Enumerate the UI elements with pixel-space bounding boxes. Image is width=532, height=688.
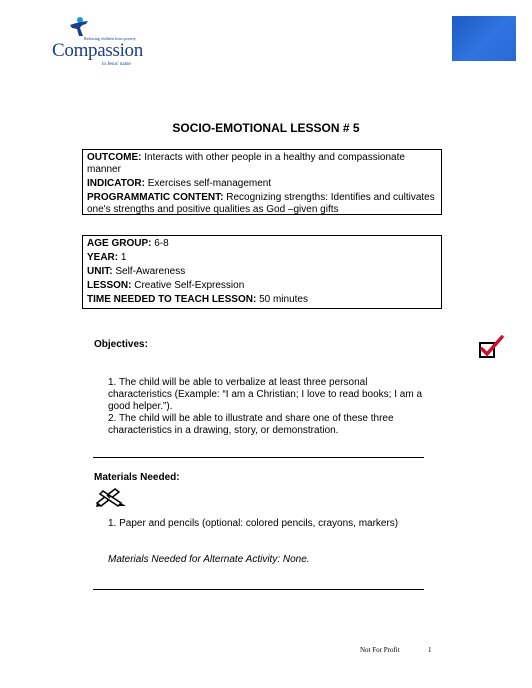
section-divider bbox=[93, 457, 424, 458]
indicator-label: INDICATOR: bbox=[87, 178, 145, 189]
brand-color-block bbox=[452, 16, 516, 61]
objective-item: 1. The child will be able to verbalize at least three personal characteristics (Example: “I am a Christian; I love to read books; I am a good helper.”). bbox=[108, 377, 423, 412]
page-title: SOCIO-EMOTIONAL LESSON # 5 bbox=[172, 121, 360, 135]
age-group-label: AGE GROUP: bbox=[87, 238, 152, 249]
time-label: TIME NEEDED TO TEACH LESSON: bbox=[87, 294, 257, 305]
lesson-line bbox=[87, 280, 437, 292]
time-line bbox=[87, 294, 437, 306]
material-item: 1. Paper and pencils (optional: colored pencils, crayons, markers) bbox=[108, 518, 399, 529]
content-line bbox=[87, 192, 437, 216]
pencils-crayon-icon bbox=[95, 485, 129, 507]
objective-item: 2. The child will be able to illustrate and share one of these three characteristics in a drawing, story, or demonstration. bbox=[108, 413, 394, 436]
content-label: PROGRAMMATIC CONTENT: bbox=[87, 192, 224, 203]
unit-line bbox=[87, 266, 437, 278]
logo-subline: in Jesus' name bbox=[102, 62, 131, 67]
outcome-line bbox=[87, 152, 437, 176]
time-value: 50 minutes bbox=[259, 294, 308, 305]
materials-heading: Materials Needed: bbox=[94, 472, 180, 483]
compassion-logo bbox=[50, 16, 170, 66]
checkbox-check-icon bbox=[478, 335, 504, 359]
unit-label: UNIT: bbox=[87, 266, 113, 277]
year-value: 1 bbox=[120, 252, 127, 263]
indicator-text: Exercises self-management bbox=[147, 178, 272, 189]
materials-list bbox=[108, 518, 438, 529]
logo-tagline: Releasing children from poverty bbox=[84, 36, 136, 41]
age-group-line bbox=[87, 238, 437, 250]
lesson-info-box bbox=[82, 235, 442, 309]
unit-value: Self-Awareness bbox=[115, 266, 186, 277]
indicator-line bbox=[87, 178, 437, 190]
footer-text: Not For Profit bbox=[360, 646, 400, 654]
alternate-materials: Materials Needed for Alternate Activity: None. bbox=[108, 554, 310, 565]
objectives-heading: Objectives: bbox=[94, 339, 148, 350]
page-number: 1 bbox=[428, 646, 432, 654]
lesson-label: LESSON: bbox=[87, 280, 132, 291]
outcome-box bbox=[82, 149, 442, 215]
figure-logo-icon bbox=[68, 16, 92, 38]
outcome-text: Interacts with other people in a healthy and compassionate manner bbox=[87, 152, 405, 175]
lesson-value: Creative Self-Expression bbox=[134, 280, 245, 291]
content-text: Recognizing strengths: Identifies and cultivates one's strengths and positive qualities as God –given gifts bbox=[87, 192, 435, 215]
objectives-list bbox=[108, 377, 424, 437]
age-group-value: 6-8 bbox=[154, 238, 169, 249]
year-label: YEAR: bbox=[87, 252, 119, 263]
section-divider bbox=[93, 589, 424, 590]
year-line bbox=[87, 252, 437, 264]
logo-wordmark: Compassion bbox=[52, 40, 143, 61]
outcome-label: OUTCOME: bbox=[87, 152, 142, 163]
